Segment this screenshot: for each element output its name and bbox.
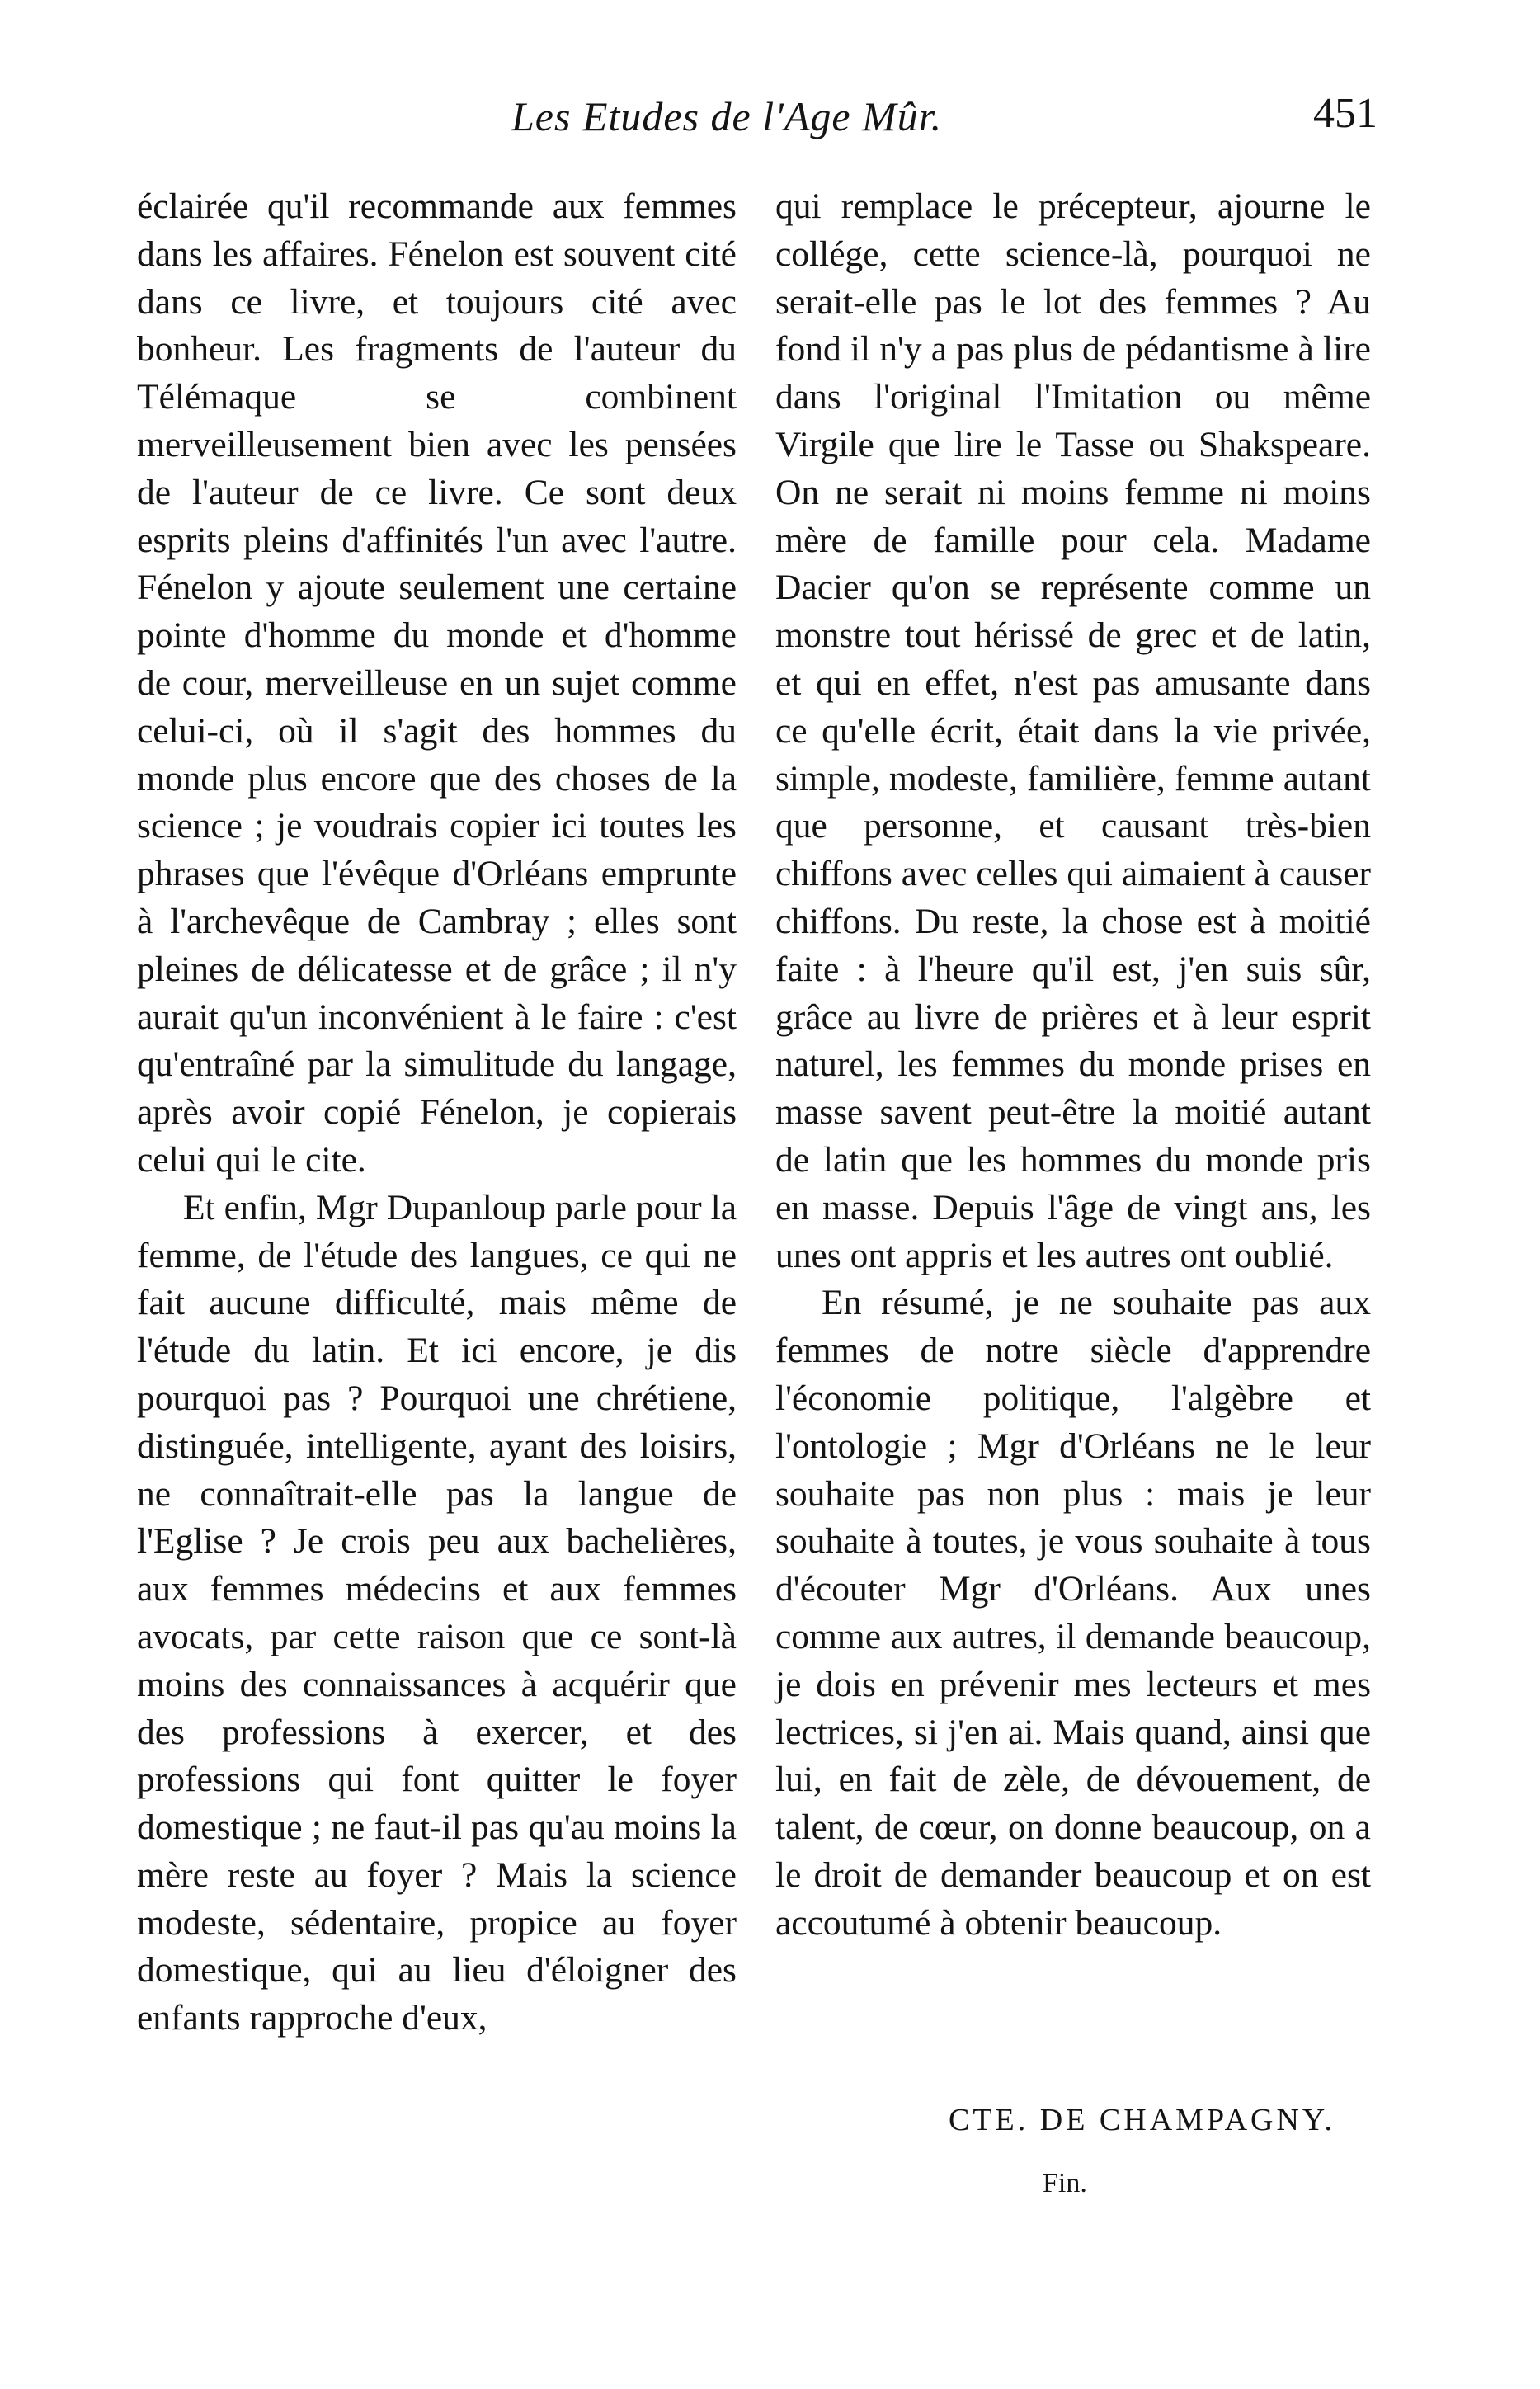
author-signature: CTE. DE CHAMPAGNY. xyxy=(949,2103,1335,2137)
running-title: Les Etudes de l'Age Mûr. xyxy=(511,93,943,139)
left-paragraph-2: Et enfin, Mgr Dupanloup parle pour la femme, de l'étude des langues, ce qui ne fait aucune difficulté, mais même de l'étude du latin. Et ici encore, je dis pourquoi pas ? Pourquoi une chrétiene, distinguée, intelligente, ayant des loisirs, ne connaîtrait-elle pas la langue de l'Eglise ? Je crois peu aux bachelières, aux femmes médecins et aux femmes avocats, par cette raison que ce sont-là moins des connaissances à acquérir que des professions à exercer, et des professions qui font quitter le foyer domestique ; ne faut-il pas qu'au moins la mère reste au foyer ? Mais la science modeste, sédentaire, propice au foyer domestique, qui au lieu d'éloigner des enfants rapproche d'eux, xyxy=(137,1187,737,2038)
right-paragraph-1: qui remplace le précepteur, ajourne le collége, cette science-là, pourquoi ne serait-elle pas le lot des femmes ? Au fond il n'y a pas plus de pédantisme à lire dans l'original l'Imitation ou même Virgile que lire le Tasse ou Shakspeare. On ne serait ni moins femme ni moins mère de famille pour cela. Madame Dacier qu'on se représente comme un monstre tout hérissé de grec et de latin, et qui en effet, n'est pas amusante dans ce qu'elle écrit, était dans la vie privée, simple, modeste, familière, femme autant que personne, et causant très-bien chiffons avec celles qui aimaient à causer chiffons. Du reste, la chose est à moitié faite : à l'heure qu'il est, j'en suis sûr, grâce au livre de prières et à leur esprit naturel, les femmes du monde prises en masse savent peut-être la moitié autant de latin que les hommes du monde pris en masse. Depuis l'âge de vingt ans, les unes ont appris et les autres ont oublié. xyxy=(775,186,1371,1275)
left-column xyxy=(137,183,737,2043)
left-paragraph-1: éclairée qu'il recommande aux femmes dans les affaires. Fénelon est souvent cité dans ce livre, et toujours cité avec bonheur. Les fragments de l'auteur du Télémaque se combinent merveilleusement bien avec les pensées de l'auteur de ce livre. Ce sont deux esprits pleins d'affinités l'un avec l'autre. Fénelon y ajoute seulement une certaine pointe d'homme du monde et d'homme de cour, merveilleuse en un sujet comme celui-ci, où il s'agit des hommes du monde plus encore que des choses de la science ; je voudrais copier ici toutes les phrases que l'évêque d'Orléans emprunte à l'archevêque de Cambray ; elles sont pleines de délicatesse et de grâce ; il n'y aurait qu'un inconvénient à le faire : c'est qu'entraîné par la simulitude du langage, après avoir copié Fénelon, je copierais celui qui le cite. xyxy=(137,186,737,1180)
page-number: 451 xyxy=(1313,90,1378,137)
right-paragraph-2: En résumé, je ne souhaite pas aux femmes de notre siècle d'apprendre l'économie politique, l'algèbre et l'ontologie ; Mgr d'Orléans ne le leur souhaite pas non plus : mais je leur souhaite à toutes, je vous souhaite à tous d'écouter Mgr d'Orléans. Aux unes comme aux autres, il demande beaucoup, je dois en prévenir mes lecteurs et mes lectrices, si j'en ai. Mais quand, ainsi que lui, en fait de zèle, de dévouement, de talent, de cœur, on donne beaucoup, on a le droit de demander beaucoup et on est accoutumé à obtenir beaucoup. xyxy=(775,1283,1371,1943)
end-mark: Fin. xyxy=(1043,2168,1087,2198)
right-column xyxy=(775,183,1371,1947)
